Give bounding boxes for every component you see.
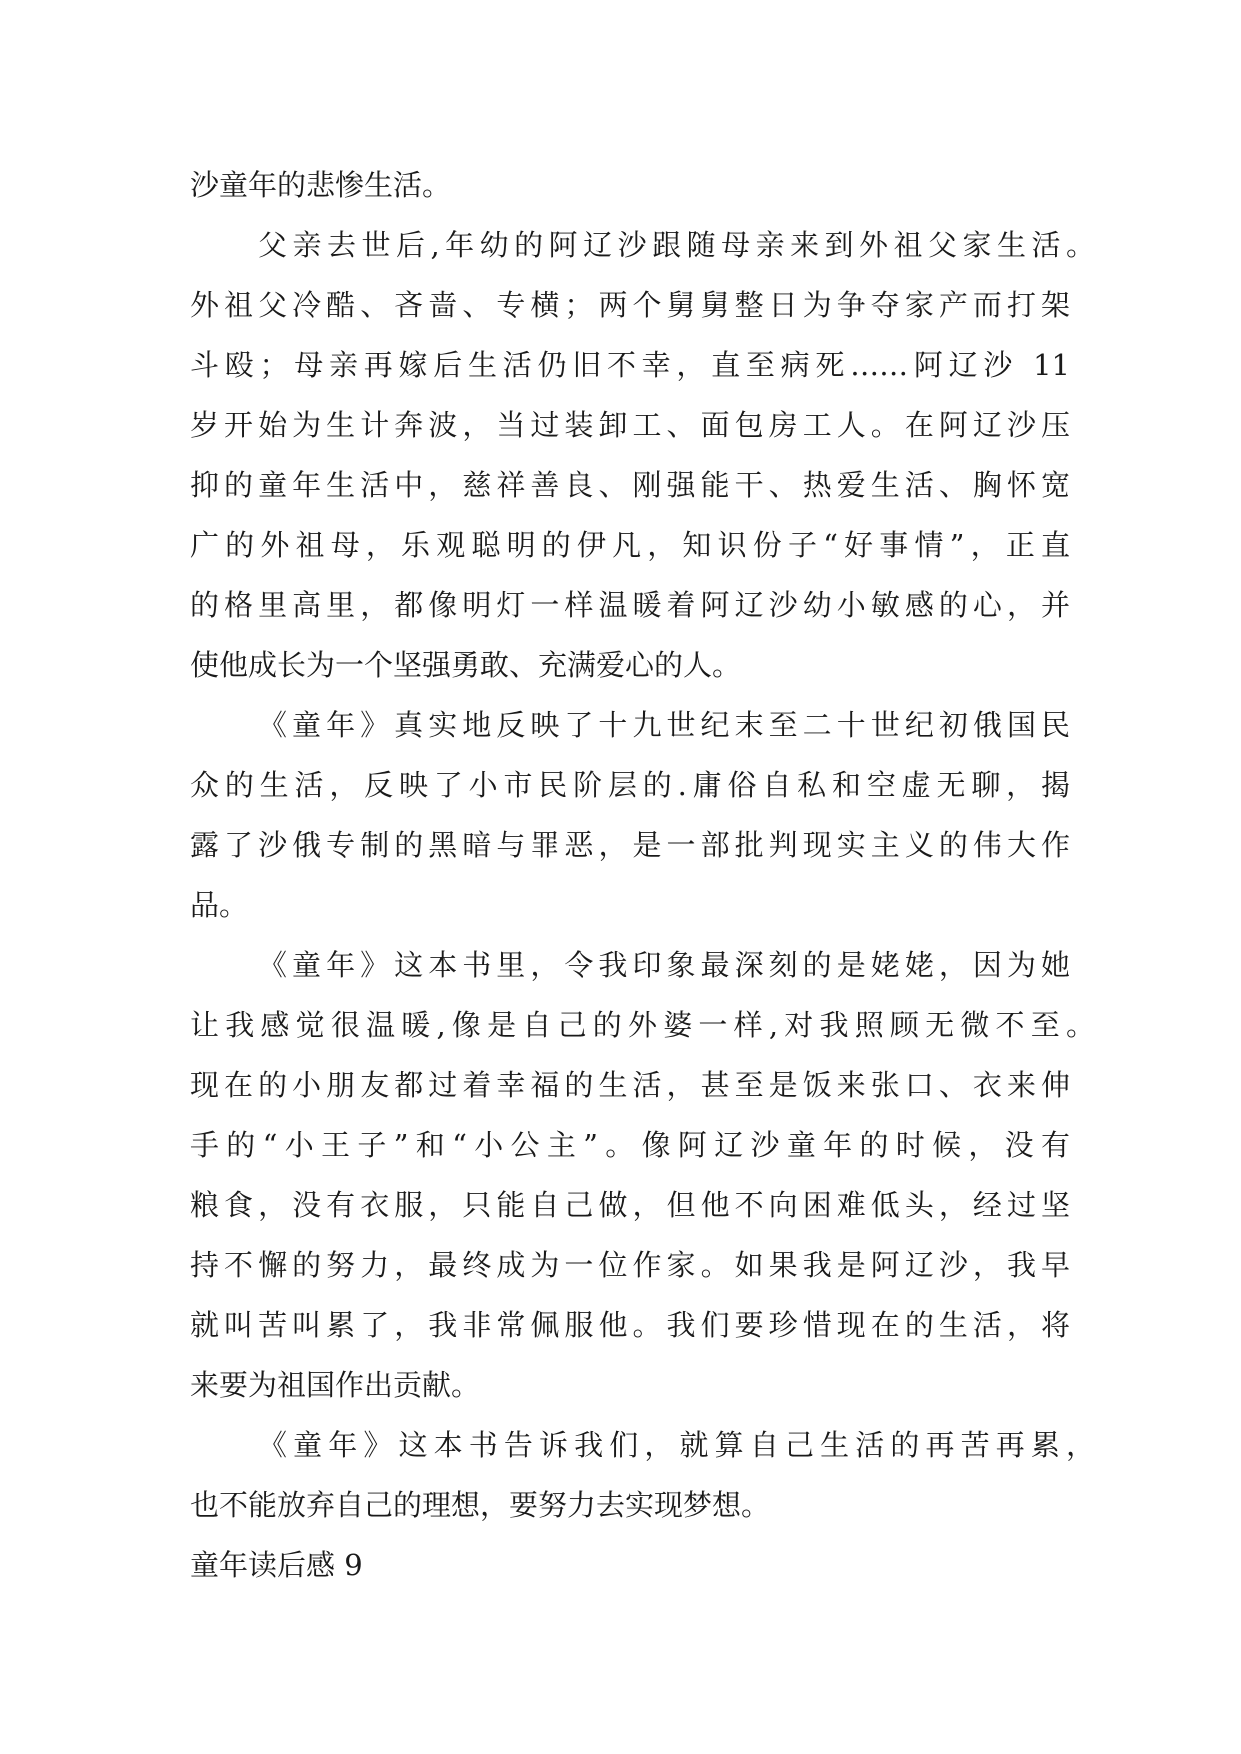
text-line: 抑的童年生活中，慈祥善良、刚强能干、热爱生活、胸怀宽 [190, 468, 1070, 502]
text-line: 让我感觉很温暖,像是自己的外婆一样,对我照顾无微不至。 [190, 1008, 1095, 1042]
text-line: 现在的小朋友都过着幸福的生活，甚至是饭来张口、衣来伸 [190, 1068, 1070, 1102]
text-line: 的格里高里，都像明灯一样温暖着阿辽沙幼小敏感的心，并 [190, 588, 1070, 622]
text-line: 广的外祖母，乐观聪明的伊凡，知识份子“好事情”，正直 [190, 528, 1070, 562]
section-heading: 童年读后感 9 [190, 1548, 363, 1582]
text-line: 来要为祖国作出贡献。 [190, 1368, 481, 1402]
paragraph-first-line: 父亲去世后,年幼的阿辽沙跟随母亲来到外祖父家生活。 [258, 228, 1095, 262]
text-line: 外祖父冷酷、吝啬、专横；两个舅舅整日为争夺家产而打架 [190, 288, 1070, 322]
text-line: 露了沙俄专制的黑暗与罪恶，是一部批判现实主义的伟大作 [190, 828, 1070, 862]
text-line: 粮食，没有衣服，只能自己做，但他不向困难低头，经过坚 [190, 1188, 1070, 1222]
text-line: 岁开始为生计奔波，当过装卸工、面包房工人。在阿辽沙压 [190, 408, 1070, 442]
text-line: 品。 [190, 888, 249, 922]
text-line: 斗殴；母亲再嫁后生活仍旧不幸，直至病死……阿辽沙 11 [190, 348, 1070, 382]
text-line: 持不懈的努力，最终成为一位作家。如果我是阿辽沙，我早 [190, 1248, 1070, 1282]
paragraph-first-line: 《童年》这本书告诉我们，就算自己生活的再苦再累， [258, 1428, 1095, 1462]
text-line: 使他成长为一个坚强勇敢、充满爱心的人。 [190, 648, 742, 682]
text-line: 就叫苦叫累了，我非常佩服他。我们要珍惜现在的生活，将 [190, 1308, 1070, 1342]
text-line: 沙童年的悲惨生活。 [190, 168, 452, 202]
text-line: 众的生活，反映了小市民阶层的.庸俗自私和空虚无聊，揭 [190, 768, 1070, 802]
text-line: 也不能放弃自己的理想，要努力去实现梦想。 [190, 1488, 771, 1522]
paragraph-first-line: 《童年》这本书里，令我印象最深刻的是姥姥，因为她 [258, 948, 1070, 982]
text-line: 手的“小王子”和“小公主”。像阿辽沙童年的时候，没有 [190, 1128, 1070, 1162]
paragraph-first-line: 《童年》真实地反映了十九世纪末至二十世纪初俄国民 [258, 708, 1070, 742]
